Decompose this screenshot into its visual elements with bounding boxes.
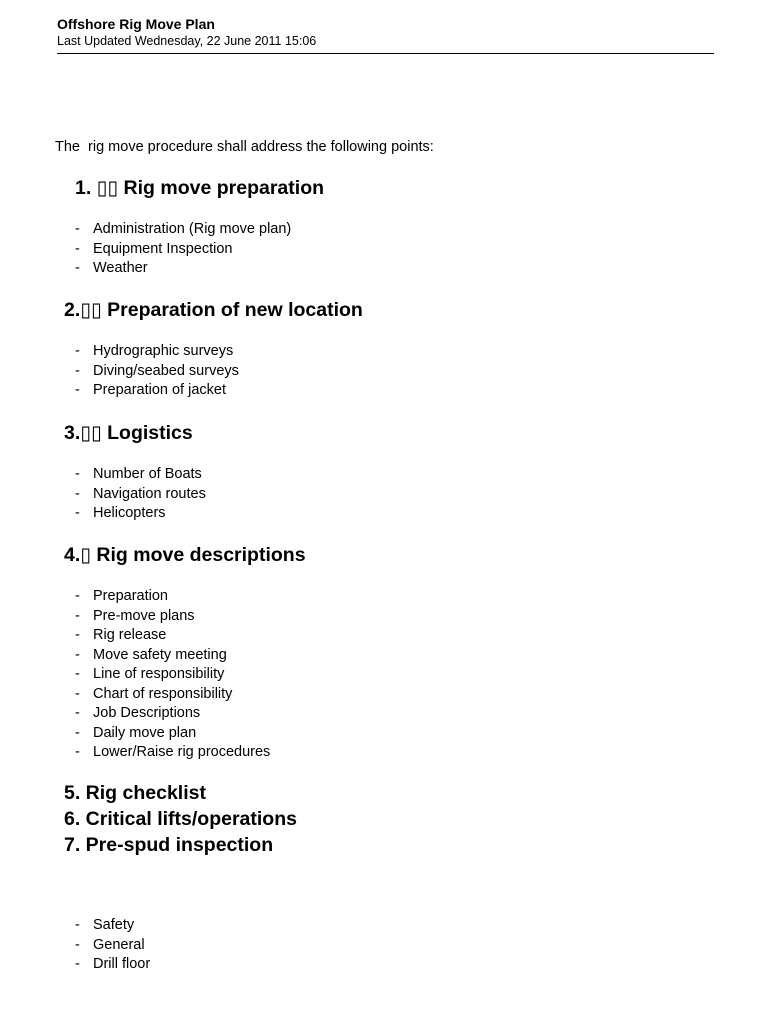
bullet-dash: -	[75, 343, 80, 359]
list-item-text: Pre-move plans	[93, 607, 195, 624]
list-item	[75, 665, 270, 685]
list-item-text: Hydrographic surveys	[93, 343, 234, 359]
list-item	[75, 685, 270, 705]
list-item-text: Preparation	[93, 588, 168, 604]
list-item-text: Lower/Raise rig procedures	[93, 744, 271, 760]
bullet-dash: -	[75, 627, 80, 643]
document-title: Offshore Rig Move Plan	[57, 16, 215, 32]
list-item-text: Line of responsibility	[93, 666, 225, 682]
list-item	[75, 724, 270, 744]
list-item	[75, 743, 270, 763]
section-heading-6: 6. Critical lifts/operations	[64, 808, 297, 830]
bullet-dash: -	[75, 505, 80, 521]
list-item	[75, 342, 239, 362]
list-item	[75, 607, 270, 627]
list-item-text: General	[93, 936, 145, 953]
bullet-dash: -	[75, 685, 80, 702]
list-item-text: Rig release	[93, 627, 167, 643]
section-heading-1: 1. ▯▯ Rig move preparation	[75, 177, 325, 199]
bullet-dash: -	[75, 382, 80, 398]
list-item	[75, 220, 291, 240]
bullet-dash: -	[75, 936, 80, 953]
bullet-dash: -	[75, 744, 80, 760]
bullet-dash: -	[75, 485, 80, 502]
bullet-dash: -	[75, 588, 80, 604]
bullet-dash: -	[75, 221, 80, 237]
list-item-text: Safety	[93, 917, 135, 933]
list-item-text: Weather	[93, 260, 148, 276]
bullet-dash: -	[75, 646, 80, 663]
section-heading-2: 2.▯▯ Preparation of new location	[64, 299, 363, 321]
list-item	[75, 587, 270, 607]
list-item	[75, 916, 150, 936]
section-4-list	[75, 587, 270, 763]
list-item	[75, 362, 239, 382]
list-item-text: Preparation of jacket	[93, 382, 226, 398]
list-item	[75, 955, 150, 975]
section-7-list	[75, 916, 150, 975]
list-item	[75, 240, 291, 260]
bullet-dash: -	[75, 724, 80, 741]
bullet-dash: -	[75, 666, 80, 682]
bullet-dash: -	[75, 466, 80, 482]
list-item	[75, 936, 150, 956]
list-item-text: Drill floor	[93, 956, 151, 972]
bullet-dash: -	[75, 917, 80, 933]
bullet-dash: -	[75, 705, 80, 721]
list-item	[75, 646, 270, 666]
list-item-text: Move safety meeting	[93, 646, 227, 663]
section-heading-7: 7. Pre-spud inspection	[64, 834, 274, 856]
last-updated-text: Last Updated Wednesday, 22 June 2011 15:06	[57, 34, 317, 48]
section-3-list	[75, 465, 206, 524]
list-item	[75, 504, 206, 524]
list-item	[75, 465, 206, 485]
intro-text: The rig move procedure shall address the following points:	[55, 139, 434, 155]
section-heading-5: 5. Rig checklist	[64, 782, 206, 804]
list-item	[75, 704, 270, 724]
list-item-text: Equipment Inspection	[93, 240, 233, 257]
bullet-dash: -	[75, 956, 80, 972]
list-item-text: Diving/seabed surveys	[93, 362, 239, 379]
list-item-text: Number of Boats	[93, 466, 202, 482]
bullet-dash: -	[75, 362, 80, 379]
list-item-text: Daily move plan	[93, 724, 197, 741]
section-1-list	[75, 220, 291, 279]
section-heading-3: 3.▯▯ Logistics	[64, 422, 193, 444]
bullet-dash: -	[75, 260, 80, 276]
list-item-text: Chart of responsibility	[93, 685, 233, 702]
section-2-list	[75, 342, 239, 401]
list-item-text: Job Descriptions	[93, 705, 201, 721]
list-item	[75, 259, 291, 279]
document-header	[57, 16, 714, 49]
bullet-dash: -	[75, 607, 80, 624]
list-item-text: Administration (Rig move plan)	[93, 221, 292, 237]
bullet-dash: -	[75, 240, 80, 257]
header-divider	[57, 53, 714, 54]
list-item	[75, 485, 206, 505]
list-item-text: Helicopters	[93, 505, 166, 521]
list-item	[75, 381, 239, 401]
list-item	[75, 626, 270, 646]
section-heading-4: 4.▯ Rig move descriptions	[64, 544, 306, 566]
list-item-text: Navigation routes	[93, 485, 206, 502]
